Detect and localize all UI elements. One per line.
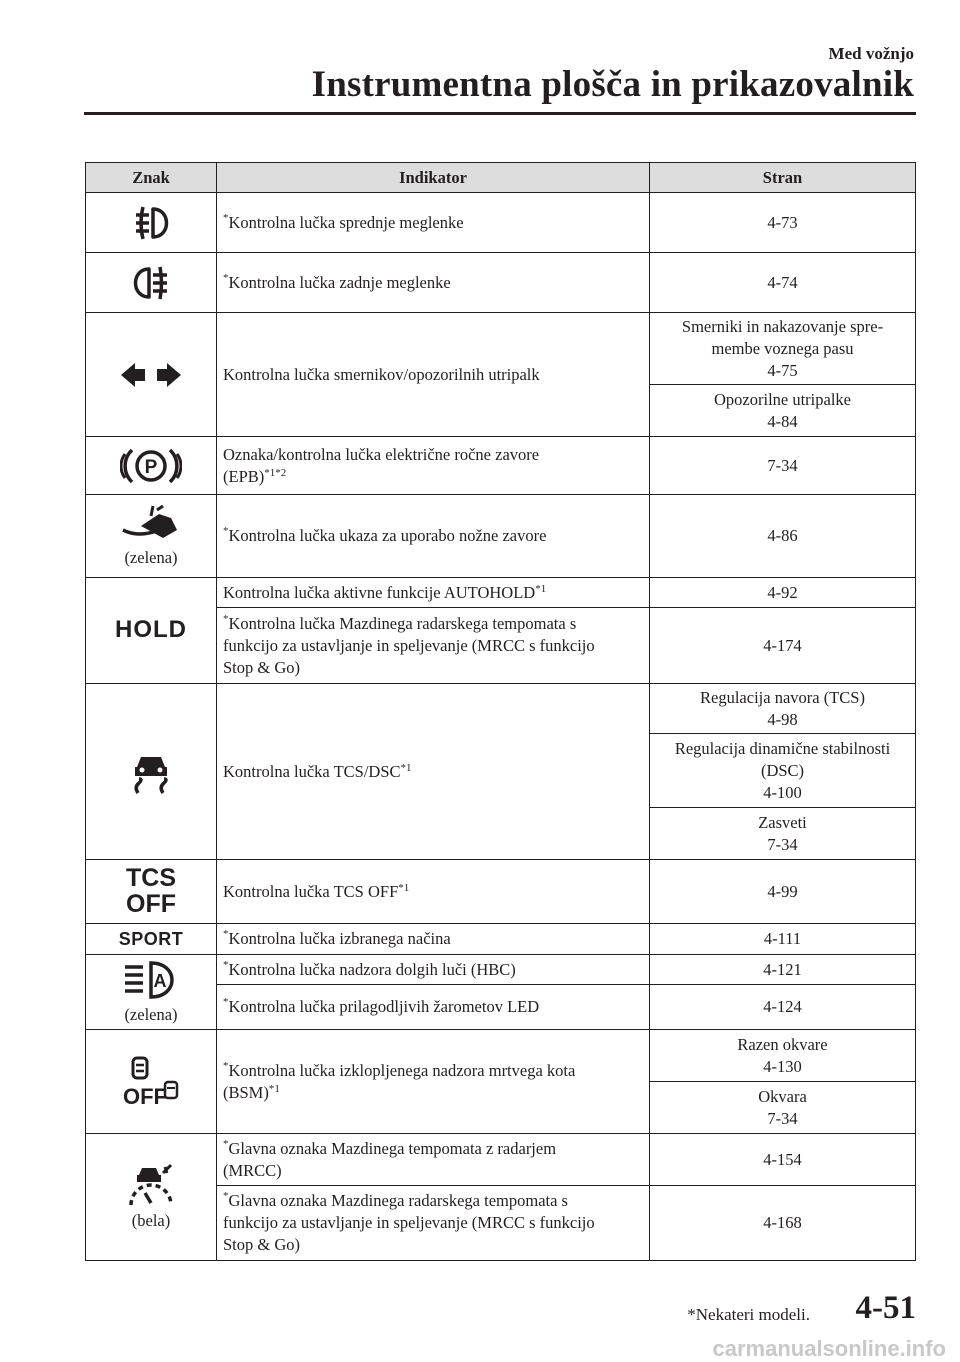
footnote: *Nekateri modeli. [687,1305,810,1324]
page-ref: 4-154 [650,1134,916,1186]
indicator-text: Oznaka/kontrolna lučka električne ročne zavore [223,444,540,464]
page-ref: Zasveti 7-34 [650,808,916,860]
section-label: Med vožnjo [828,44,914,63]
rear-fog-light-icon [86,263,216,303]
table-row: *Kontrolna lučka sprednje meglenke 4-73 [86,193,916,253]
indicator-text: Kontrolna lučka prilagodljivih žarometov LED [228,997,540,1016]
page-ref: Smerniki in nakazovanje spre- membe voznega pasu 4-75 [650,313,916,385]
header-rule [84,112,916,115]
column-header-stran: Stran [650,163,916,193]
page-ref: 4-111 [650,924,916,955]
indicator-text: Kontrolna lučka zadnje meglenke [228,272,451,292]
page-ref: Regulacija navora (TCS) 4-98 [650,684,916,734]
column-header-znak: Znak [86,163,217,193]
table-header-row [86,163,916,193]
table-row: OFF *Kontrolna lučka izklopljenega nadzora mrtvega kota (BSM)$^{*1}$ Razen okvare 4-130 [86,1030,916,1082]
indicator-text: Kontrolna lučka Mazdinega radarskega tempomata s [228,613,577,633]
page-ref: Razen okvare 4-130 [650,1030,916,1082]
table-row [86,313,916,385]
page-ref: 4-121 [650,955,916,985]
page-ref: 4-168 [650,1186,916,1261]
page-ref: 7-34 [650,437,916,495]
page-ref: 4-174 [650,608,916,684]
watermark: carmanualsonline.info [712,1336,946,1361]
svg-text:P: P [144,456,158,478]
table-row: *Glavna oznaka Mazdinega radarskega tempomata s funkcijo za ustavljanje in speljevanje (MRCC s funkcijo Stop & Go) 4-168 [86,1186,916,1261]
page-ref: 4-74 [650,253,916,313]
page-ref: Opozorilne utripalke 4-84 [650,385,916,437]
table-row: *Kontrolna lučka Mazdinega radarskega tempomata s funkcijo za ustavljanje in speljevanje (MRCC s funkcijo Stop & Go) 4-174 [86,608,916,684]
turn-signal-arrows-icon [86,360,216,390]
column-header-indikator: Indikator [217,163,650,193]
tcs-off-icon: TCS OFF [126,864,176,918]
indicator-text: Kontrolna lučka nadzora dolgih luči (HBC) [228,959,516,979]
skidding-car-icon [86,749,216,795]
table-row: *Kontrolna lučka zadnje meglenke 4-74 [86,253,916,313]
indicator-text: Kontrolna lučka izbranega načina [228,929,451,948]
hold-icon: HOLD [115,615,187,643]
indicator-text: Kontrolna lučka smernikov/opozorilnih utripalk [223,364,540,384]
table-row: HOLD Kontrolna lučka aktivne funkcije AUTOHOLD$^{*1}$ 4-92 [86,578,916,608]
radar-cruise-icon [86,1163,216,1207]
page-title: Instrumentna plošča in prikazovalnik [311,64,914,105]
page-ref: 4-99 [650,860,916,924]
brake-pedal-icon [86,504,216,544]
page-ref: 4-73 [650,193,916,253]
page-ref: Okvara 7-34 [650,1082,916,1134]
indicator-text: Glavna oznaka Mazdinega tempomata z radarjem [228,1138,557,1158]
page-ref: 4-92 [650,578,916,608]
table-row: TCS OFF Kontrolna lučka TCS OFF$^{*1}$ 4-99 [86,860,916,924]
indicator-text: Kontrolna lučka ukaza za uporabo nožne zavore [228,526,547,545]
indicator-text: Kontrolna lučka TCS OFF [223,881,399,901]
table-row: (zelena) *Kontrolna lučka ukaza za uporabo nožne zavore 4-86 [86,495,916,578]
table-row: P Oznaka/kontrolna lučka električne ročne zavore (EPB)$^{*1*2}$ 7-34 [86,437,916,495]
auto-high-beam-icon [86,959,216,1001]
table-row: SPORT *Kontrolna lučka izbranega načina 4-111 [86,924,916,955]
icon-color-note: (zelena) [124,1005,178,1024]
bsm-off-icon [86,1056,216,1108]
page-number: 4-51 [855,1290,916,1326]
indicator-text: Kontrolna lučka sprednje meglenke [228,212,464,232]
sport-icon: SPORT [118,928,184,949]
indicator-table [85,162,916,1261]
indicator-text: Kontrolna lučka izklopljenega nadzora mrtvega kota [228,1060,576,1080]
page-ref: 4-86 [650,495,916,578]
table-row: *Kontrolna lučka prilagodljivih žarometov LED 4-124 [86,985,916,1030]
table-row: Kontrolna lučka TCS/DSC$^{*1}$ Regulacija navora (TCS) 4-98 [86,684,916,734]
svg-text:A: A [153,971,167,991]
electric-parking-brake-icon [86,444,216,488]
icon-color-note: (bela) [131,1211,171,1230]
table-row: (bela) *Glavna oznaka Mazdinega tempomata z radarjem (MRCC) 4-154 [86,1134,916,1186]
svg-text:OFF: OFF [123,1083,167,1108]
page-ref: Regulacija dinamične stabilnosti (DSC) 4-100 [650,734,916,808]
front-fog-light-icon [86,203,216,243]
indicator-text: Glavna oznaka Mazdinega radarskega tempomata s [228,1191,568,1210]
page-ref: 4-124 [650,985,916,1030]
indicator-text: Kontrolna lučka aktivne funkcije AUTOHOLD [223,582,536,602]
indicator-text: Kontrolna lučka TCS/DSC [223,761,401,781]
icon-color-note: (zelena) [124,548,178,567]
table-row: A (zelena) *Kontrolna lučka nadzora dolgih luči (HBC) 4-121 [86,955,916,985]
